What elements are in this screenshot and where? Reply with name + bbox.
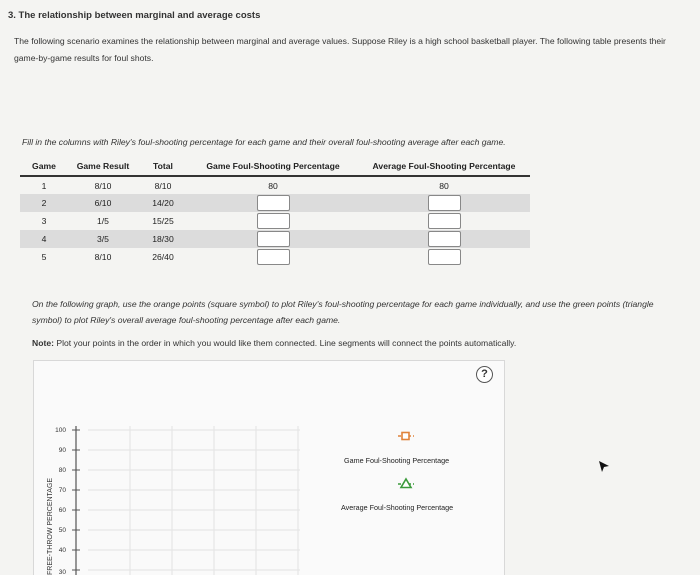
intro-paragraph: The following scenario examines the relationship between marginal and average values. Suppose Riley is a high school basketball player. The following table presents their game-by-game results for foul shots.	[14, 36, 666, 63]
question-heading: 3. The relationship between marginal and average costs	[8, 10, 261, 21]
header-total: Total	[138, 158, 188, 176]
cell-game-pct: 80	[268, 180, 278, 191]
cell-total: 15/25	[152, 216, 174, 226]
y-tick-label: 30	[58, 569, 66, 575]
cell-result: 3/5	[68, 230, 138, 248]
mouse-cursor-icon	[598, 460, 610, 474]
table-instruction: Fill in the columns with Riley's foul-shooting percentage for each game and their overall foul-shooting average after each game.	[22, 137, 506, 147]
plot-grid[interactable]	[88, 426, 300, 575]
legend-game-pct-label: Game Foul-Shooting Percentage	[344, 456, 450, 465]
cell-game: 5	[41, 252, 47, 262]
cell-result: 6/10	[68, 194, 138, 212]
y-tick-label: 70	[58, 487, 66, 494]
cell-total: 14/20	[138, 194, 188, 212]
header-game-result: Game Result	[68, 158, 138, 176]
header-avg-pct: Average Foul-Shooting Percentage	[358, 158, 530, 176]
cell-result: 8/10	[94, 252, 112, 262]
y-tick-label: 40	[58, 547, 66, 554]
cell-total: 26/40	[152, 252, 174, 262]
cell-game: 1	[41, 180, 47, 191]
cell-total: 18/30	[138, 230, 188, 248]
orange-square-icon[interactable]	[402, 433, 409, 440]
y-tick-label: 90	[58, 447, 66, 454]
note-label: Note:	[32, 338, 54, 348]
legend-game-pct-tool[interactable]	[398, 433, 414, 440]
y-tick-label: 50	[58, 527, 66, 534]
y-axis-label: FREE-THROW PERCENTAGE	[47, 477, 54, 575]
y-tick-label: 60	[58, 507, 66, 514]
cell-game: 3	[41, 216, 47, 226]
header-game-pct: Game Foul-Shooting Percentage	[188, 158, 358, 176]
cell-total: 8/10	[154, 180, 172, 191]
graph-instruction: On the following graph, use the orange points (square symbol) to plot Riley's foul-shooting percentage for each game individually, and use the green points (triangle symbol) to plot Riley's overall average foul-shooting percentage after each game.	[32, 299, 654, 325]
help-icon[interactable]: ?	[476, 366, 493, 383]
header-game: Game	[20, 158, 68, 176]
note-body: Plot your points in the order in which you would like them connected. Line segments will connect the points automatically.	[53, 338, 517, 348]
cell-result: 8/10	[94, 180, 112, 191]
legend-avg-pct-label: Average Foul-Shooting Percentage	[341, 503, 454, 512]
cell-game: 2	[20, 194, 68, 212]
y-tick-label: 100	[55, 427, 66, 434]
legend-avg-pct-tool[interactable]	[398, 479, 414, 488]
y-tick-label: 80	[58, 467, 66, 474]
cell-result: 1/5	[97, 216, 109, 226]
cell-avg-pct: 80	[439, 180, 449, 191]
cell-game: 4	[20, 230, 68, 248]
